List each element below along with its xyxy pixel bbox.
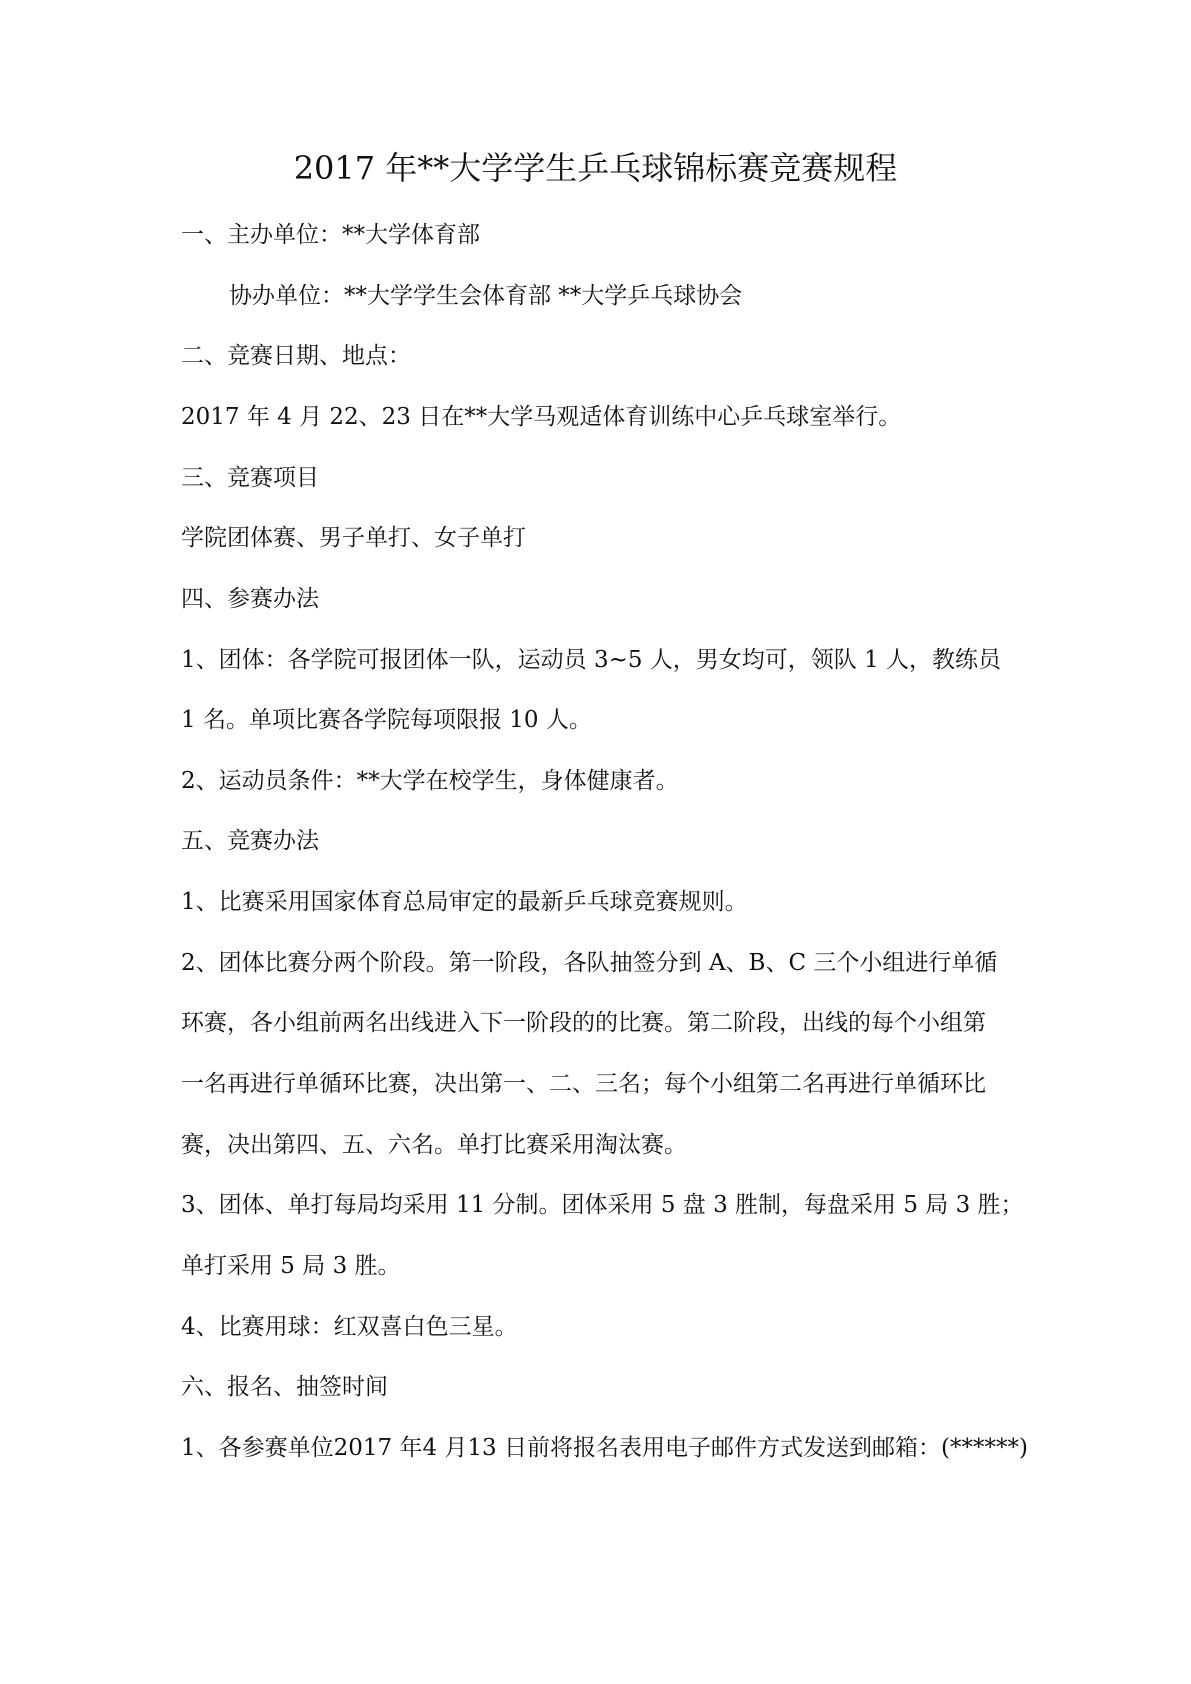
- rule-2-line-1: 2、团体比赛分两个阶段。第一阶段，各队抽签分到 A、B、C 三个小组进行单循: [181, 950, 998, 976]
- section-1-organizer: 一、主办单位：**大学体育部: [181, 222, 480, 248]
- section-4-heading: 四、参赛办法: [181, 586, 319, 612]
- rule-4: 4、比赛用球：红双喜白色三星。: [181, 1314, 518, 1340]
- date-location-text: 2017 年 4 月 22、23 日在**大学马观适体育训练中心乒乓球室举行。: [181, 404, 902, 430]
- document-title: 2017 年**大学学生乒乓球锦标赛竞赛规程: [293, 149, 898, 187]
- rule-2-line-2: 环赛，各小组前两名出线进入下一阶段的的比赛。第二阶段，出线的每个小组第: [181, 1010, 986, 1036]
- events-text: 学院团体赛、男子单打、女子单打: [181, 525, 526, 551]
- athlete-conditions: 2、运动员条件：**大学在校学生，身体健康者。: [181, 768, 679, 794]
- rule-2-line-4: 赛，决出第四、五、六名。单打比赛采用淘汰赛。: [181, 1132, 687, 1158]
- rule-2-line-3: 一名再进行单循环比赛，决出第一、二、三名；每个小组第二名再进行单循环比: [181, 1071, 986, 1097]
- co-organizer: 协办单位：**大学学生会体育部 **大学乒乓球协会: [229, 283, 743, 309]
- section-6-heading: 六、报名、抽签时间: [181, 1374, 388, 1400]
- section-2-heading: 二、竞赛日期、地点：: [181, 343, 411, 369]
- registration-rule-1: 1、各参赛单位2017 年4 月13 日前将报名表用电子邮件方式发送到邮箱：(******): [181, 1435, 1028, 1461]
- team-rule-line-1: 1、团体：各学院可报团体一队，运动员 3~5 人，男女均可，领队 1 人，教练员: [181, 647, 1002, 673]
- team-rule-line-2: 1 名。单项比赛各学院每项限报 10 人。: [181, 707, 592, 733]
- rule-3-line-2: 单打采用 5 局 3 胜。: [181, 1253, 401, 1279]
- section-5-heading: 五、竞赛办法: [181, 828, 319, 854]
- rule-1: 1、比赛采用国家体育总局审定的最新乒乓球竞赛规则。: [181, 889, 748, 915]
- section-3-heading: 三、竞赛项目: [181, 465, 319, 491]
- rule-3-line-1: 3、团体、单打每局均采用 11 分制。团体采用 5 盘 3 胜制，每盘采用 5 局 3 胜；: [181, 1192, 1024, 1218]
